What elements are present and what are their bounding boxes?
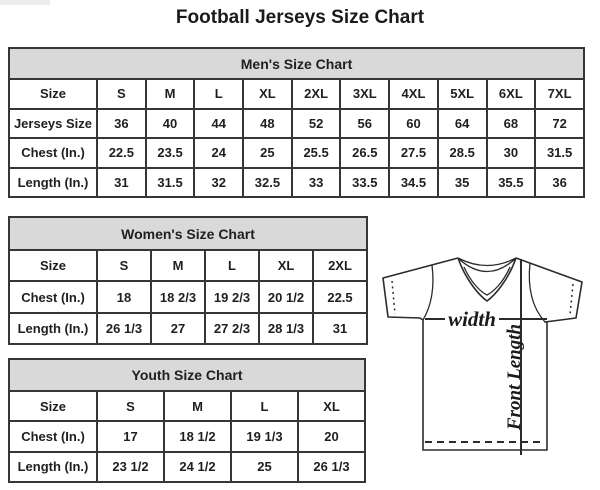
right-armhole-seam [529,263,545,322]
screenshot-artifact [0,0,50,5]
womens-value-cell: 28 1/3 [259,313,313,344]
mens-value-cell: 26.5 [340,138,389,167]
womens-value-cell: 2XL [313,250,367,281]
jersey-measurement-diagram [372,243,594,490]
youth-value-cell: 19 1/3 [231,421,298,451]
mens-value-cell: 5XL [438,79,487,108]
mens-value-cell: 22.5 [97,138,146,167]
mens-value-cell: 25.5 [292,138,341,167]
front-length-label: Front Length [504,323,525,431]
mens-value-cell: 44 [194,109,243,138]
table-row [9,138,584,167]
mens-value-cell: 72 [535,109,584,138]
womens-chart-title: Women's Size Chart [9,217,367,250]
mens-value-cell: 7XL [535,79,584,108]
table-row [9,250,367,281]
width-label: width [448,307,496,331]
mens-value-cell: 24 [194,138,243,167]
mens-value-cell: 32.5 [243,168,292,197]
mens-value-cell: 52 [292,109,341,138]
mens-value-cell: 60 [389,109,438,138]
mens-value-cell: 31.5 [535,138,584,167]
youth-value-cell: 20 [298,421,365,451]
jersey-outline [383,258,582,450]
womens-value-cell: 20 1/2 [259,281,313,312]
mens-value-cell: 40 [146,109,195,138]
mens-value-cell: 31 [97,168,146,197]
mens-value-cell: 33 [292,168,341,197]
youth-value-cell: L [231,391,298,421]
mens-value-cell: 32 [194,168,243,197]
youth-value-cell: XL [298,391,365,421]
mens-value-cell: 36 [97,109,146,138]
mens-value-cell: 2XL [292,79,341,108]
womens-value-cell: 22.5 [313,281,367,312]
mens-value-cell: 25 [243,138,292,167]
womens-value-cell: 19 2/3 [205,281,259,312]
left-cuff-stitch-line [392,281,395,314]
left-armhole-seam [423,265,433,320]
mens-value-cell: 28.5 [438,138,487,167]
mens-value-cell: 34.5 [389,168,438,197]
mens-row-label: Size [9,79,97,108]
table-row [9,452,365,482]
table-row [9,313,367,344]
youth-value-cell: 17 [97,421,164,451]
mens-value-cell: 35 [438,168,487,197]
womens-value-cell: L [205,250,259,281]
youth-row-label: Size [9,391,97,421]
page-title: Football Jerseys Size Chart [175,7,425,28]
mens-value-cell: 4XL [389,79,438,108]
womens-row-label: Length (In.) [9,313,97,344]
youth-row-label: Chest (In.) [9,421,97,451]
youth-value-cell: 26 1/3 [298,452,365,482]
womens-value-cell: 31 [313,313,367,344]
mens-value-cell: XL [243,79,292,108]
right-cuff-stitch-line [570,284,573,315]
youth-row-label: Length (In.) [9,452,97,482]
youth-chart-title: Youth Size Chart [9,359,365,391]
mens-value-cell: 31.5 [146,168,195,197]
youth-size-chart-table [8,358,366,483]
mens-value-cell: 6XL [487,79,536,108]
womens-value-cell: 18 [97,281,151,312]
womens-value-cell: S [97,250,151,281]
mens-row-label: Length (In.) [9,168,97,197]
mens-value-cell: 23.5 [146,138,195,167]
womens-value-cell: 26 1/3 [97,313,151,344]
youth-value-cell: 24 1/2 [164,452,231,482]
mens-value-cell: 56 [340,109,389,138]
womens-value-cell: XL [259,250,313,281]
womens-size-chart-table [8,216,368,345]
youth-value-cell: 25 [231,452,298,482]
table-row [9,391,365,421]
youth-value-cell: 23 1/2 [97,452,164,482]
mens-value-cell: 27.5 [389,138,438,167]
mens-chart-title: Men's Size Chart [9,48,584,79]
mens-value-cell: M [146,79,195,108]
womens-row-label: Chest (In.) [9,281,97,312]
youth-value-cell: S [97,391,164,421]
womens-value-cell: 27 2/3 [205,313,259,344]
table-row [9,421,365,451]
mens-value-cell: 48 [243,109,292,138]
mens-value-cell: 35.5 [487,168,536,197]
mens-value-cell: 36 [535,168,584,197]
mens-row-label: Jerseys Size [9,109,97,138]
mens-size-chart-table [8,47,585,198]
mens-value-cell: 64 [438,109,487,138]
table-row [9,281,367,312]
mens-value-cell: L [194,79,243,108]
table-row [9,79,584,108]
youth-value-cell: 18 1/2 [164,421,231,451]
table-row [9,109,584,138]
mens-value-cell: 68 [487,109,536,138]
table-row [9,168,584,197]
mens-row-label: Chest (In.) [9,138,97,167]
womens-value-cell: 27 [151,313,205,344]
mens-value-cell: S [97,79,146,108]
youth-value-cell: M [164,391,231,421]
mens-value-cell: 30 [487,138,536,167]
womens-row-label: Size [9,250,97,281]
mens-value-cell: 33.5 [340,168,389,197]
womens-value-cell: M [151,250,205,281]
mens-value-cell: 3XL [340,79,389,108]
womens-value-cell: 18 2/3 [151,281,205,312]
